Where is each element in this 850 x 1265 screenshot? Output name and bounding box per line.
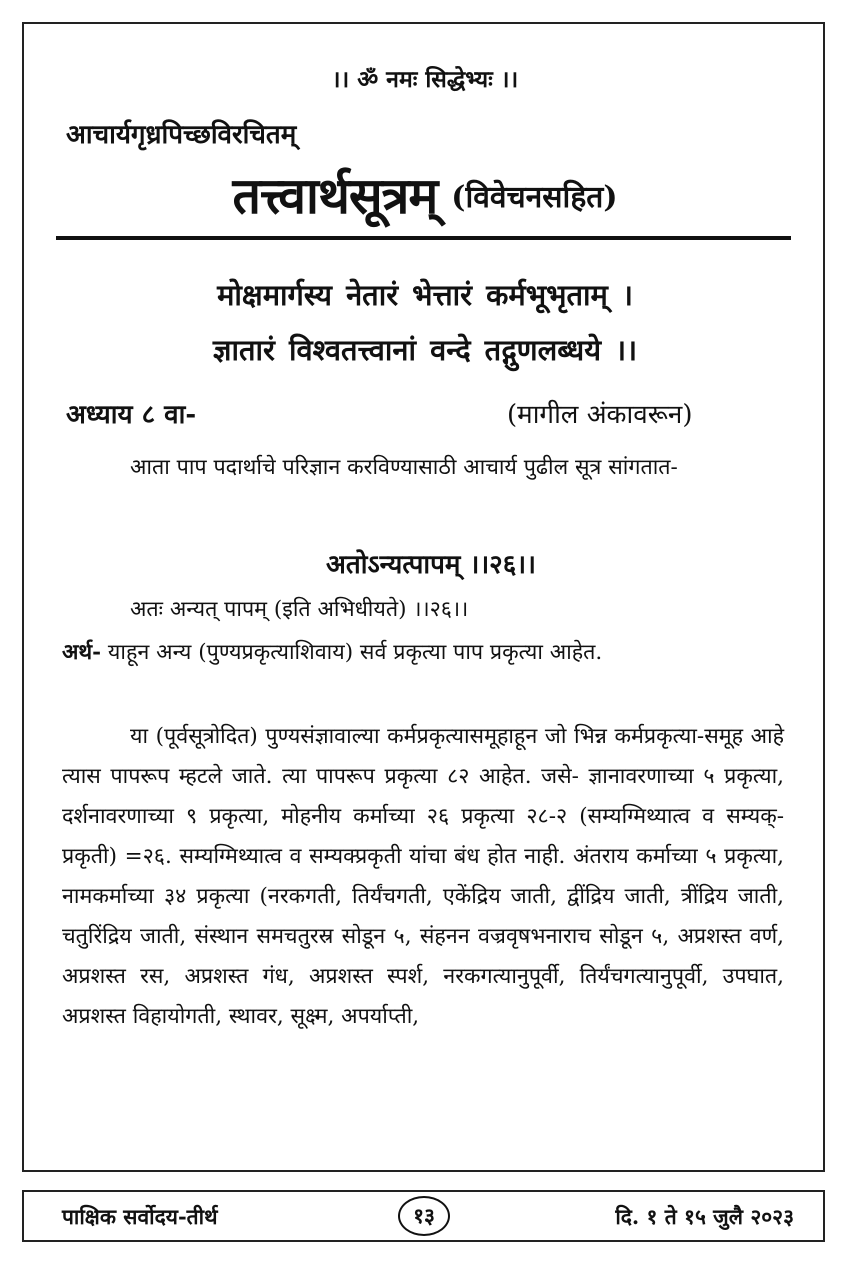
title-row	[0, 160, 850, 228]
meaning-text: याहून अन्य (पुण्यप्रकृत्याशिवाय) सर्व प्रकृत्या पाप प्रकृत्या आहेत.	[101, 640, 603, 665]
page-number: १३	[398, 1196, 450, 1236]
book-title: तत्त्वार्थसूत्रम्	[232, 166, 438, 225]
meaning-paragraph	[62, 633, 784, 673]
issue-date: दि. १ ते १५ जुलै २०२३	[615, 1204, 794, 1229]
continued-note: (मागील अंकावरून)	[507, 400, 693, 430]
intro-paragraph: आता पाप पदार्थाचे परिज्ञान करविण्यासाठी आचार्य पुढील सूत्र सांगतात-	[130, 455, 678, 480]
verse-line-2: ज्ञातारं विश्वतत्त्वानां वन्दे तद्गुणलब्धये ।।	[212, 333, 638, 367]
verse-line-1: मोक्षमार्गस्य नेतारं भेत्तारं कर्मभूभृताम् ।	[217, 278, 633, 312]
sanskrit-gloss: अतः अन्यत् पापम् (इति अभिधीयते) ।।२६।।	[130, 597, 469, 622]
invocation: ।। ॐ नमः सिद्धेभ्यः ।।	[331, 66, 519, 93]
author-line: आचार्यगृध्रपिच्छविरचितम्	[66, 120, 297, 150]
chapter-heading: अध्याय ८ वा-	[66, 400, 197, 430]
commentary-paragraph: या (पूर्वसूत्रोदित) पुण्यसंज्ञावाल्या कर्मप्रकृत्यासमूहाहून जो भिन्न कर्मप्रकृत्या-समूह आहे त्यास पापरूप म्हटले जाते. त्या पापरूप प्रकृत्या ८२ आहेत. जसे- ज्ञानावरणाच्या ५ प्रकृत्या, दर्शनावरणाच्या ९ प्रकृत्या, मोहनीय कर्माच्या २६ प्रकृत्या २८-२ (सम्यग्मिथ्यात्व व सम्यक्-प्रकृती) =२६. सम्यग्मिथ्यात्व व सम्यक्प्रकृती यांचा बंध होत नाही. अंतराय कर्माच्या ५ प्रकृत्या, नामकर्माच्या ३४ प्रकृत्या (नरकगती, तिर्यंचगती, एकेंद्रिय जाती, द्वींद्रिय जाती, त्रींद्रिय जाती, चतुरिंद्रिय जाती, संस्थान समचतुरस्र सोडून ५, संहनन वज्रवृषभनाराच सोडून ५, अप्रशस्त वर्ण, अप्रशस्त रस, अप्रशस्त गंध, अप्रशस्त स्पर्श, नरकगत्यानुपूर्वी, तिर्यंचगत्यानुपूर्वी, उपघात, अप्रशस्त विहायोगती, स्थावर, सूक्ष्म, अपर्याप्ती,	[62, 724, 784, 1029]
sutra-heading: अतोऽन्यत्पापम् ।।२६।।	[326, 550, 536, 580]
title-divider	[56, 236, 791, 240]
book-subtitle: (विवेचनसहित)	[451, 180, 618, 215]
publication-name: पाक्षिक सर्वोदय-तीर्थ	[62, 1204, 218, 1229]
meaning-label: अर्थ-	[62, 640, 102, 665]
